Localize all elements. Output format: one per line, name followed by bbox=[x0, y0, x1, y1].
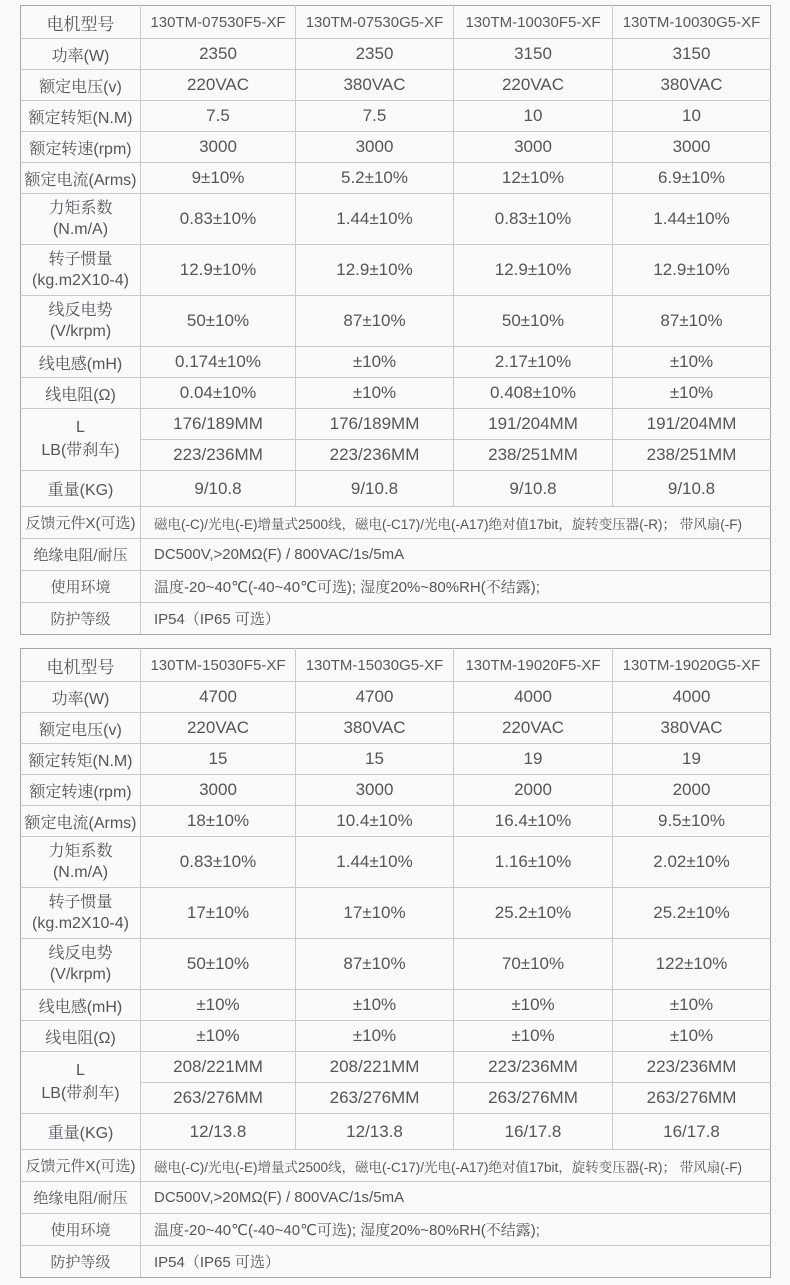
spec-value-cell: 2.02±10% bbox=[613, 837, 771, 888]
dim-value-cell: 223/236MM bbox=[141, 440, 296, 471]
weight-row bbox=[21, 471, 771, 507]
spec-value-cell: 2350 bbox=[141, 39, 296, 70]
spec-value-cell: 6.9±10% bbox=[613, 163, 771, 194]
spec-value-cell: 0.83±10% bbox=[141, 837, 296, 888]
spec-value-cell: ±10% bbox=[613, 378, 771, 409]
spec-value-cell: 19 bbox=[613, 744, 771, 775]
spec-value-cell: ±10% bbox=[141, 990, 296, 1021]
spec-value-cell: 17±10% bbox=[296, 888, 454, 939]
weight-row-label: 重量(KG) bbox=[21, 1114, 141, 1150]
spec-value-cell: 5.2±10% bbox=[296, 163, 454, 194]
dim-value-cell: 238/251MM bbox=[613, 440, 771, 471]
spec-value-cell: 0.408±10% bbox=[454, 378, 613, 409]
spec-row-label: 线反电势 (V/krpm) bbox=[21, 939, 141, 990]
spec-row-label: 额定转速(rpm) bbox=[21, 775, 141, 806]
spec-value-cell: 87±10% bbox=[296, 296, 454, 347]
spec-value-cell: 3000 bbox=[141, 775, 296, 806]
footer-row bbox=[21, 1182, 771, 1214]
spec-value-cell: 18±10% bbox=[141, 806, 296, 837]
spec-value-cell: 50±10% bbox=[454, 296, 613, 347]
spec-value-cell: 1.44±10% bbox=[296, 194, 454, 245]
spec-value-cell: 16.4±10% bbox=[454, 806, 613, 837]
spec-value-cell: 4700 bbox=[296, 682, 454, 713]
spec-value-cell: 25.2±10% bbox=[613, 888, 771, 939]
spec-row bbox=[21, 682, 771, 713]
dim-value-cell: 223/236MM bbox=[454, 1052, 613, 1083]
spec-row bbox=[21, 990, 771, 1021]
spec-value-cell: 7.5 bbox=[296, 101, 454, 132]
spec-value-cell: ±10% bbox=[613, 347, 771, 378]
spec-value-cell: 380VAC bbox=[613, 70, 771, 101]
spec-value-cell: 50±10% bbox=[141, 939, 296, 990]
spec-row-label: 力矩系数 (N.m/A) bbox=[21, 837, 141, 888]
spec-row bbox=[21, 132, 771, 163]
spec-row bbox=[21, 888, 771, 939]
spec-row bbox=[21, 713, 771, 744]
spec-value-cell: 380VAC bbox=[613, 713, 771, 744]
dim-row-label: L LB(带刹车) bbox=[21, 409, 141, 471]
spec-value-cell: ±10% bbox=[296, 378, 454, 409]
model-name-cell: 130TM-10030G5-XF bbox=[613, 6, 771, 39]
footer-value-cell: 温度-20~40℃(-40~40℃可选); 湿度20%~80%RH(不结露); bbox=[141, 1214, 771, 1246]
spec-value-cell: 9.5±10% bbox=[613, 806, 771, 837]
footer-row-label: 反馈元件X(可选) bbox=[21, 507, 141, 539]
spec-row bbox=[21, 806, 771, 837]
spec-row bbox=[21, 775, 771, 806]
footer-row bbox=[21, 539, 771, 571]
spec-value-cell: 3000 bbox=[613, 132, 771, 163]
spec-value-cell: 2000 bbox=[454, 775, 613, 806]
spec-value-cell: 12±10% bbox=[454, 163, 613, 194]
weight-row bbox=[21, 1114, 771, 1150]
spec-value-cell: ±10% bbox=[296, 1021, 454, 1052]
model-name-cell: 130TM-07530F5-XF bbox=[141, 6, 296, 39]
weight-value-cell: 9/10.8 bbox=[296, 471, 454, 507]
spec-value-cell: 122±10% bbox=[613, 939, 771, 990]
spec-value-cell: ±10% bbox=[296, 990, 454, 1021]
weight-row-label: 重量(KG) bbox=[21, 471, 141, 507]
motor-spec-table-2 bbox=[20, 648, 771, 1278]
spec-value-cell: 380VAC bbox=[296, 70, 454, 101]
footer-value-cell: IP54（IP65 可选） bbox=[141, 1246, 771, 1278]
dim-value-cell: 208/221MM bbox=[296, 1052, 454, 1083]
spec-row bbox=[21, 744, 771, 775]
footer-value-cell: 磁电(-C)/光电(-E)增量式2500线，磁电(-C17)/光电(-A17)绝对值17bit，旋转变压器(-R)； 带风扇(-F) bbox=[141, 1150, 771, 1182]
footer-row bbox=[21, 571, 771, 603]
footer-value-cell: DC500V,>20MΩ(F) / 800VAC/1s/5mA bbox=[141, 539, 771, 571]
spec-row bbox=[21, 837, 771, 888]
spec-value-cell: ±10% bbox=[454, 1021, 613, 1052]
spec-row-label: 额定转速(rpm) bbox=[21, 132, 141, 163]
spec-row bbox=[21, 163, 771, 194]
spec-row bbox=[21, 101, 771, 132]
dim-value-cell: 263/276MM bbox=[296, 1083, 454, 1114]
spec-value-cell: 70±10% bbox=[454, 939, 613, 990]
footer-value-cell: 温度-20~40℃(-40~40℃可选); 湿度20%~80%RH(不结露); bbox=[141, 571, 771, 603]
spec-row-label: 功率(W) bbox=[21, 39, 141, 70]
footer-row bbox=[21, 1150, 771, 1182]
spec-value-cell: 4000 bbox=[454, 682, 613, 713]
model-name-cell: 130TM-19020G5-XF bbox=[613, 649, 771, 682]
spec-value-cell: ±10% bbox=[454, 990, 613, 1021]
footer-value-cell: 磁电(-C)/光电(-E)增量式2500线，磁电(-C17)/光电(-A17)绝对值17bit，旋转变压器(-R)； 带风扇(-F) bbox=[141, 507, 771, 539]
spec-row-label: 力矩系数 (N.m/A) bbox=[21, 194, 141, 245]
spec-value-cell: 87±10% bbox=[296, 939, 454, 990]
dim-value-cell: 263/276MM bbox=[141, 1083, 296, 1114]
spec-value-cell: 12.9±10% bbox=[454, 245, 613, 296]
spec-value-cell: 3150 bbox=[454, 39, 613, 70]
spec-row-label: 额定电流(Arms) bbox=[21, 806, 141, 837]
dim-row-l bbox=[21, 1052, 771, 1083]
spec-value-cell: 220VAC bbox=[141, 70, 296, 101]
dim-value-cell: 191/204MM bbox=[454, 409, 613, 440]
spec-row-label: 线电感(mH) bbox=[21, 990, 141, 1021]
footer-row-label: 使用环境 bbox=[21, 1214, 141, 1246]
weight-value-cell: 9/10.8 bbox=[141, 471, 296, 507]
dim-value-cell: 238/251MM bbox=[454, 440, 613, 471]
spec-value-cell: 19 bbox=[454, 744, 613, 775]
spec-value-cell: 15 bbox=[296, 744, 454, 775]
spec-value-cell: 3000 bbox=[141, 132, 296, 163]
weight-value-cell: 9/10.8 bbox=[454, 471, 613, 507]
spec-value-cell: 1.44±10% bbox=[296, 837, 454, 888]
spec-row-label: 额定转矩(N.M) bbox=[21, 101, 141, 132]
footer-row-label: 防护等级 bbox=[21, 603, 141, 635]
spec-value-cell: 7.5 bbox=[141, 101, 296, 132]
spec-row bbox=[21, 194, 771, 245]
weight-value-cell: 9/10.8 bbox=[613, 471, 771, 507]
dim-value-cell: 191/204MM bbox=[613, 409, 771, 440]
spec-value-cell: 0.04±10% bbox=[141, 378, 296, 409]
spec-row bbox=[21, 939, 771, 990]
spec-row-label: 线电阻(Ω) bbox=[21, 378, 141, 409]
weight-value-cell: 16/17.8 bbox=[454, 1114, 613, 1150]
spec-value-cell: 220VAC bbox=[141, 713, 296, 744]
dim-value-cell: 263/276MM bbox=[454, 1083, 613, 1114]
footer-row-label: 绝缘电阻/耐压 bbox=[21, 539, 141, 571]
spec-row-label: 额定电流(Arms) bbox=[21, 163, 141, 194]
model-row-label: 电机型号 bbox=[21, 6, 141, 39]
spec-row-label: 转子惯量 (kg.m2X10-4) bbox=[21, 888, 141, 939]
spec-value-cell: 1.16±10% bbox=[454, 837, 613, 888]
model-name-cell: 130TM-07530G5-XF bbox=[296, 6, 454, 39]
model-row bbox=[21, 649, 771, 682]
spec-row bbox=[21, 245, 771, 296]
spec-value-cell: ±10% bbox=[613, 990, 771, 1021]
dim-value-cell: 223/236MM bbox=[613, 1052, 771, 1083]
spec-row-label: 额定电压(v) bbox=[21, 713, 141, 744]
spec-value-cell: 4000 bbox=[613, 682, 771, 713]
dim-value-cell: 223/236MM bbox=[296, 440, 454, 471]
footer-row bbox=[21, 1214, 771, 1246]
spec-value-cell: 9±10% bbox=[141, 163, 296, 194]
spec-value-cell: 3000 bbox=[296, 775, 454, 806]
model-name-cell: 130TM-15030G5-XF bbox=[296, 649, 454, 682]
spec-value-cell: 3000 bbox=[454, 132, 613, 163]
spec-value-cell: 12.9±10% bbox=[296, 245, 454, 296]
spec-row-label: 功率(W) bbox=[21, 682, 141, 713]
spec-value-cell: 10 bbox=[613, 101, 771, 132]
dim-value-cell: 176/189MM bbox=[296, 409, 454, 440]
spec-value-cell: 50±10% bbox=[141, 296, 296, 347]
footer-row-label: 绝缘电阻/耐压 bbox=[21, 1182, 141, 1214]
footer-value-cell: DC500V,>20MΩ(F) / 800VAC/1s/5mA bbox=[141, 1182, 771, 1214]
spec-value-cell: ±10% bbox=[296, 347, 454, 378]
spec-row-label: 额定电压(v) bbox=[21, 70, 141, 101]
footer-value-cell: IP54（IP65 可选） bbox=[141, 603, 771, 635]
spec-row bbox=[21, 378, 771, 409]
footer-row bbox=[21, 603, 771, 635]
footer-row-label: 防护等级 bbox=[21, 1246, 141, 1278]
dim-value-cell: 208/221MM bbox=[141, 1052, 296, 1083]
spec-value-cell: 10 bbox=[454, 101, 613, 132]
model-name-cell: 130TM-15030F5-XF bbox=[141, 649, 296, 682]
spec-value-cell: 12.9±10% bbox=[141, 245, 296, 296]
spec-value-cell: 12.9±10% bbox=[613, 245, 771, 296]
spec-row bbox=[21, 70, 771, 101]
spec-value-cell: 15 bbox=[141, 744, 296, 775]
spec-value-cell: 220VAC bbox=[454, 713, 613, 744]
spec-value-cell: 0.83±10% bbox=[141, 194, 296, 245]
spec-value-cell: 1.44±10% bbox=[613, 194, 771, 245]
spec-row bbox=[21, 347, 771, 378]
motor-spec-table-1 bbox=[20, 5, 771, 635]
dim-row-label: L LB(带刹车) bbox=[21, 1052, 141, 1114]
footer-row-label: 使用环境 bbox=[21, 571, 141, 603]
model-row bbox=[21, 6, 771, 39]
spec-value-cell: 10.4±10% bbox=[296, 806, 454, 837]
weight-value-cell: 16/17.8 bbox=[613, 1114, 771, 1150]
model-name-cell: 130TM-19020F5-XF bbox=[454, 649, 613, 682]
weight-value-cell: 12/13.8 bbox=[141, 1114, 296, 1150]
spec-value-cell: 220VAC bbox=[454, 70, 613, 101]
spec-value-cell: 87±10% bbox=[613, 296, 771, 347]
spec-value-cell: 3000 bbox=[296, 132, 454, 163]
spec-row-label: 额定转矩(N.M) bbox=[21, 744, 141, 775]
spec-value-cell: 380VAC bbox=[296, 713, 454, 744]
dim-value-cell: 176/189MM bbox=[141, 409, 296, 440]
spec-value-cell: 25.2±10% bbox=[454, 888, 613, 939]
spec-row-label: 线电阻(Ω) bbox=[21, 1021, 141, 1052]
spec-value-cell: 3150 bbox=[613, 39, 771, 70]
spec-value-cell: ±10% bbox=[141, 1021, 296, 1052]
spec-value-cell: 2350 bbox=[296, 39, 454, 70]
spec-row-label: 线电感(mH) bbox=[21, 347, 141, 378]
spec-row-label: 线反电势 (V/krpm) bbox=[21, 296, 141, 347]
spec-value-cell: 2.17±10% bbox=[454, 347, 613, 378]
spec-value-cell: 4700 bbox=[141, 682, 296, 713]
spec-row bbox=[21, 296, 771, 347]
spec-value-cell: ±10% bbox=[613, 1021, 771, 1052]
footer-row bbox=[21, 1246, 771, 1278]
spec-row bbox=[21, 1021, 771, 1052]
dim-value-cell: 263/276MM bbox=[613, 1083, 771, 1114]
spec-row-label: 转子惯量 (kg.m2X10-4) bbox=[21, 245, 141, 296]
weight-value-cell: 12/13.8 bbox=[296, 1114, 454, 1150]
spec-value-cell: 17±10% bbox=[141, 888, 296, 939]
spec-value-cell: 0.174±10% bbox=[141, 347, 296, 378]
spec-value-cell: 0.83±10% bbox=[454, 194, 613, 245]
spec-row bbox=[21, 39, 771, 70]
footer-row-label: 反馈元件X(可选) bbox=[21, 1150, 141, 1182]
model-name-cell: 130TM-10030F5-XF bbox=[454, 6, 613, 39]
dim-row-l bbox=[21, 409, 771, 440]
footer-row bbox=[21, 507, 771, 539]
spec-value-cell: 2000 bbox=[613, 775, 771, 806]
model-row-label: 电机型号 bbox=[21, 649, 141, 682]
